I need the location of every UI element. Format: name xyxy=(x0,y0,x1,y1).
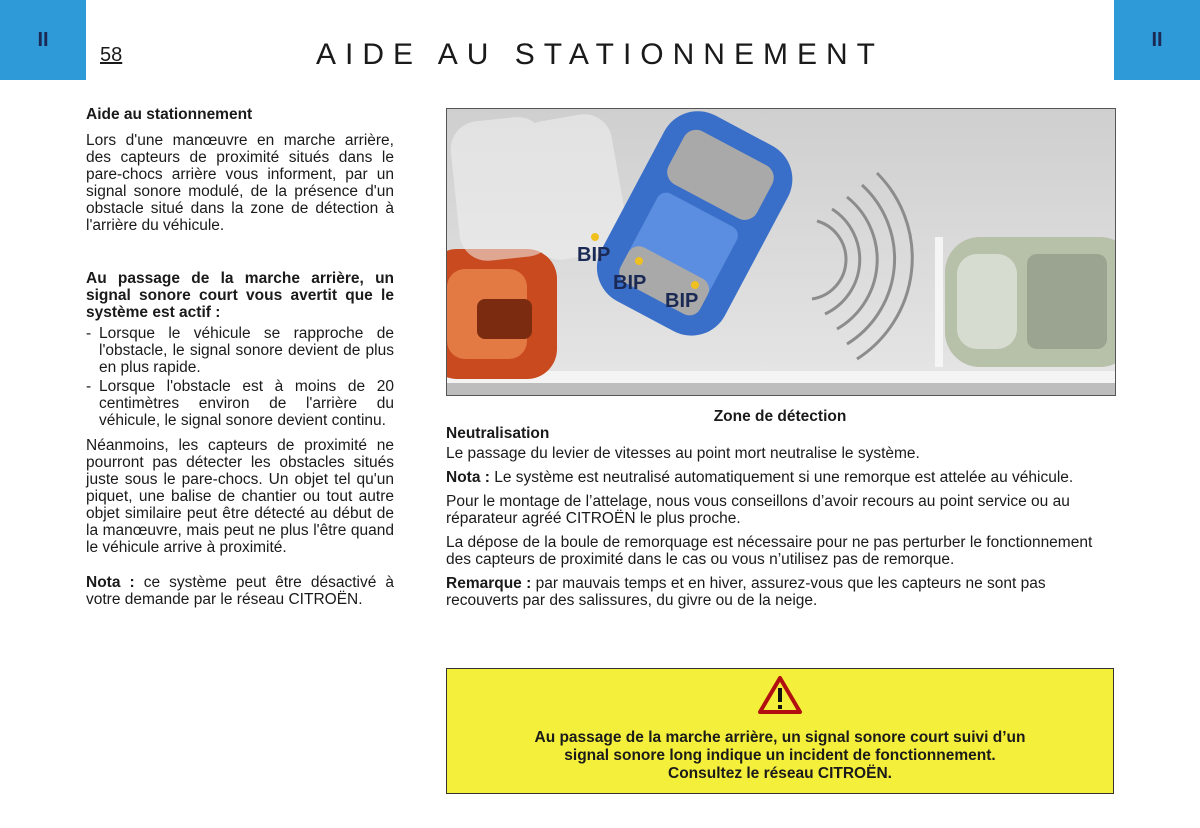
right-column xyxy=(446,425,1114,616)
reverse-gear-paragraph: Au passage de la marche arrière, un signal sonore court vous avertit que le système est actif : xyxy=(86,270,394,321)
bullet-item: - Lorsque l'obstacle est à moins de 20 centimètres environ de l'arrière du véhicule, le signal sonore devient continu. xyxy=(86,378,394,429)
parking-scene xyxy=(447,109,1115,395)
warning-text xyxy=(447,729,1113,783)
remarque-text: par mauvais temps et en hiver, assurez-vous que les capteurs ne sont pas recouverts par des salissures, du givre ou de la neige. xyxy=(446,575,1046,609)
remarque-label: Remarque : xyxy=(446,575,532,592)
remarque-paragraph xyxy=(446,575,1114,609)
red-car xyxy=(447,249,557,379)
page-title: AIDE AU STATIONNEMENT xyxy=(316,38,884,71)
towball-paragraph: La dépose de la boule de remorquage est nécessaire pour ne pas perturber le fonctionnement des capteurs de proximité dans le cas ou vous n’utilisez pas de remorque. xyxy=(446,534,1093,568)
green-car xyxy=(945,237,1115,367)
hitch-paragraph: Pour le montage de l’attelage, nous vous conseillons d’avoir recours au point service ou au réparateur agréé CITROËN le plus proche. xyxy=(446,493,1070,527)
nota-label: Nota : xyxy=(446,469,490,486)
bullet-list xyxy=(86,325,394,429)
nota-trailer-paragraph xyxy=(446,469,1114,486)
nota-text: ce système peut être désactivé à votre demande par le réseau CITROËN. xyxy=(86,574,394,608)
left-column xyxy=(86,106,394,617)
section-heading: Aide au stationnement xyxy=(86,106,253,123)
page-number: 58 xyxy=(100,44,123,66)
limitation-paragraph: Néanmoins, les capteurs de proximité ne pourront pas détecter les obstacles situés juste sous le pare-chocs. Un objet tel qu'un piquet, une balise de chantier ou tout autre objet similaire peut être détecté au début de la manœuvre, mais peut ne plus l'être quand le véhicule arrive à proximité. xyxy=(86,437,394,556)
chapter-marker-right: II xyxy=(1151,28,1163,51)
ghost-cars xyxy=(448,110,631,264)
warning-line: Au passage de la marche arrière, un signal sonore court suivi d’un xyxy=(534,729,1026,746)
bip-label: BIP xyxy=(577,244,611,266)
intro-paragraph: Lors d'une manœuvre en marche arrière, des capteurs de proximité situés dans le pare-chocs arrière vous informent, par un signal sonore modulé, de la présence d'un obstacle situé dans la zone de détection à l'arrière du véhicule. xyxy=(86,132,394,234)
warning-box xyxy=(446,668,1114,794)
bullet-item: - Lorsque le véhicule se rapproche de l'obstacle, le signal sonore devient de plus en plus rapide. xyxy=(86,325,394,376)
nota-text: Le système est neutralisé automatiquement si une remorque est attelée au véhicule. xyxy=(489,469,1074,486)
neutralisation-heading: Neutralisation xyxy=(446,425,550,442)
warning-line: signal sonore long indique un incident de fonctionnement. xyxy=(564,747,996,764)
warning-line: Consultez le réseau CITROËN. xyxy=(668,765,892,782)
neutral-paragraph: Le passage du levier de vitesses au point mort neutralise le système. xyxy=(446,445,920,462)
nota-label: Nota : xyxy=(86,574,135,591)
bip-label: BIP xyxy=(613,272,647,294)
chapter-marker-left: II xyxy=(37,28,49,51)
figure-caption: Zone de détection xyxy=(713,408,847,425)
bip-label: BIP xyxy=(665,290,699,312)
parking-illustration xyxy=(446,108,1116,396)
nota-paragraph xyxy=(86,574,394,608)
warning-triangle-icon xyxy=(757,675,803,715)
